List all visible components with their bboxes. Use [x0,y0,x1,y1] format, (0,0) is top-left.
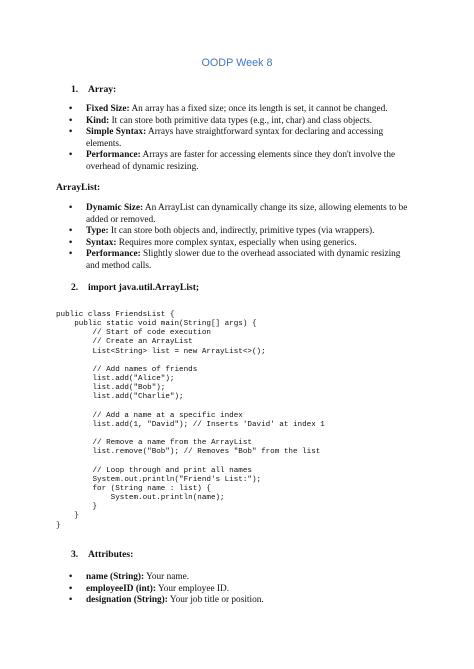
bullet-icon: • [69,237,73,248]
list-item [69,249,414,272]
bullet-icon: • [69,104,73,114]
bullet-icon: • [69,127,73,138]
item-text: Slightly slower due to the overhead associated with dynamic resizing and method calls. [86,249,401,271]
section-1-heading: Array: [88,84,117,95]
list-item [69,104,414,116]
item-term: name (String): [86,572,145,582]
item-text: An ArrayList can dynamically change its size, allowing elements to be added or removed. [86,203,408,225]
item-text: It can store both primitive data types (e.g., int, char) and class objects. [109,115,373,126]
bullet-icon: • [69,572,73,582]
page-title: OODP Week 8 [201,57,273,69]
list-item [69,226,414,238]
item-text: Arrays have straightforward syntax for declaring and accessing elements. [86,127,384,149]
item-text: Your employee ID. [155,583,230,594]
bullet-icon: • [69,226,73,237]
arraylist-heading: ArrayList: [56,182,101,193]
list-item [69,238,414,250]
item-term: Type: [86,226,109,237]
list-item [69,572,414,584]
item-term: designation (String): [86,595,168,606]
list-item [69,150,414,173]
array-bullet-list [69,104,414,174]
item-term: Performance: [86,150,141,161]
item-text: An array has a fixed size; once its length is set, it cannot be changed. [129,104,388,114]
code-block: public class FriendsList { public static void main(String[] args) { // Start of code execution // Create an ArrayList List<String> list = new ArrayList<>(); // Add names of friends list.add("Alice"); list.add("Bob"); list.add("Charlie"); // Add a name at a specific index list.add(1, "David"); // Inserts 'David' at index 1 // Remove a name from the ArrayList list.remove("Bob"); // Removes "Bob" from the list // Loop through and print all names System.out.println("Friend's List:"); for (String name : list) { System.out.println(name); } } } [56,311,325,530]
bullet-icon: • [69,249,73,260]
item-text: Requires more complex syntax, especially when using generics. [116,237,357,248]
bullet-icon: • [69,150,73,161]
item-term: employeeID (int): [86,583,156,594]
item-term: Dynamic Size: [86,203,144,213]
list-item [69,203,414,226]
item-text: Your name. [144,572,190,582]
attributes-bullet-list [69,572,414,607]
arraylist-bullet-list [69,203,414,273]
item-term: Kind: [86,115,110,126]
list-item [69,116,414,128]
item-term: Syntax: [86,237,117,248]
list-item [69,595,414,607]
section-3-heading: Attributes: [88,549,134,560]
section-2-number: 2. [71,282,79,293]
item-term: Simple Syntax: [86,127,147,138]
item-text: Arrays are faster for accessing elements since they don't involve the overhead of dynamic resizing. [86,150,396,172]
item-text: Your job title or position. [167,595,264,606]
item-term: Fixed Size: [86,104,130,114]
section-1-number: 1. [71,84,79,95]
item-text: It can store both objects and, indirectly, primitive types (via wrappers). [108,226,375,237]
bullet-icon: • [69,595,73,606]
section-3-number: 3. [71,549,79,560]
bullet-icon: • [69,115,73,126]
list-item [69,584,414,596]
bullet-icon: • [69,203,73,213]
list-item [69,127,414,150]
section-2-heading: import java.util.ArrayList; [88,282,200,293]
bullet-icon: • [69,583,73,594]
item-term: Performance: [86,249,141,260]
